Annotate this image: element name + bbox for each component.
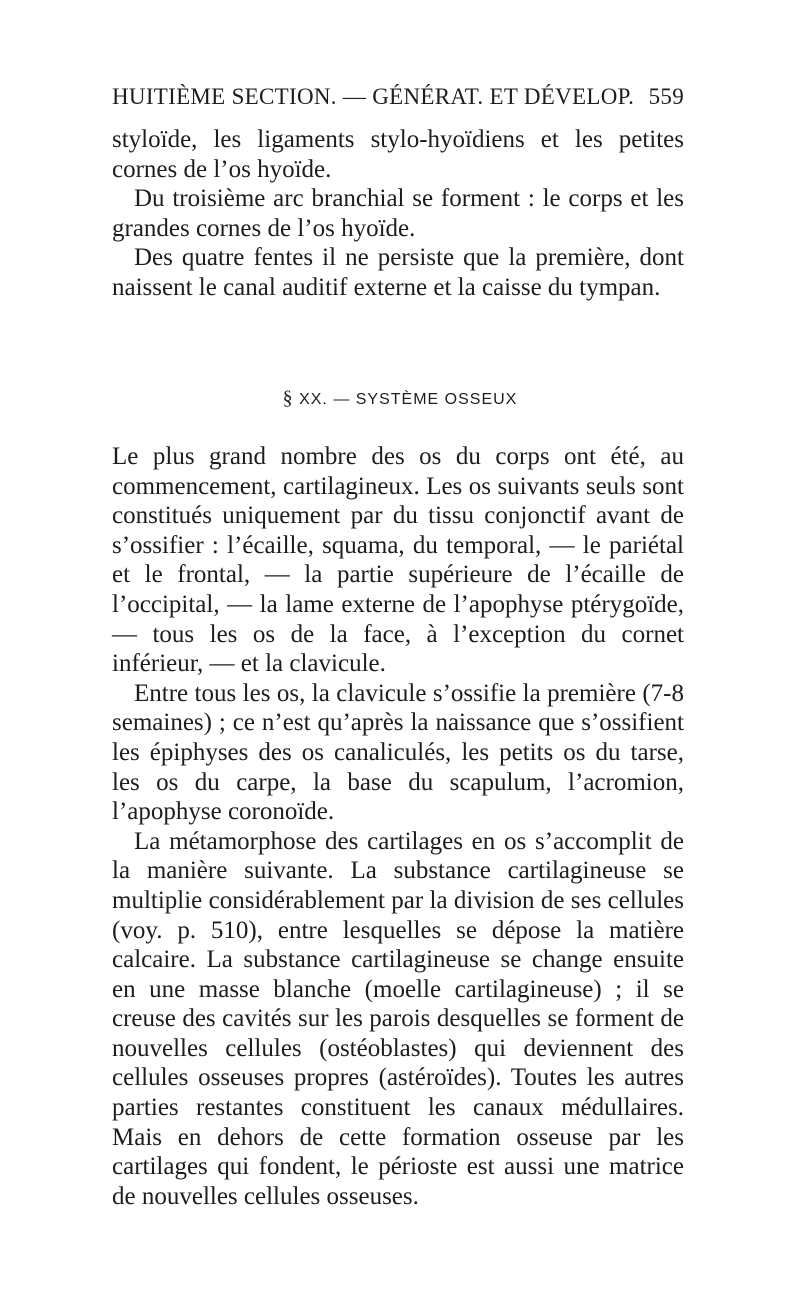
- paragraph: Entre tous les os, la clavicule s’ossifie la première (7-8 semaines) ; ce n’est qu’après la naissance que s’ossifient les épiphyses des os canaliculés, les petits os du tarse, les os du carpe, la base du scapulum, l’acromion, l’apophyse coronoïde.: [112, 679, 684, 826]
- body-text-block: [112, 442, 684, 1211]
- running-head-title: HUITIÈME SECTION. — GÉNÉRAT. ET DÉVELOP.: [112, 84, 635, 109]
- top-text-block: [112, 125, 684, 303]
- section-symbol: §: [282, 387, 294, 409]
- paragraph: La métamorphose des cartilages en os s’accomplit de la manière suivante. La substance cartilagineuse se multiplie considérablement par la division de ses cellules (voy. p. 510), entre lesquelles se dépose la matière calcaire. La substance cartilagineuse se change ensuite en une masse blanche (moelle cartilagineuse) ; il se creuse des cavités sur les parois desquelles se forment de nouvelles cellules (ostéoblastes) qui deviennent des cellules osseuses propres (astéroïdes). Toutes les autres parties restantes constituent les canaux médullaires. Mais en dehors de cette formation osseuse par les cartilages qui fondent, le périoste est aussi une matrice de nouvelles cellules osseuses.: [112, 827, 684, 1210]
- paragraph: styloïde, les ligaments stylo-hyoïdiens et les petites cornes de l’os hyoïde.: [112, 126, 684, 183]
- section-title: XX. — SYSTÈME OSSEUX: [299, 391, 518, 408]
- paragraph: Du troisième arc branchial se forment : le corps et les grandes cornes de l’os hyoïde.: [112, 185, 684, 242]
- page-number: 559: [648, 84, 684, 109]
- paragraph: Des quatre fentes il ne persiste que la première, dont naissent le canal auditif externe et la caisse du tympan.: [112, 244, 684, 301]
- paragraph: Le plus grand nombre des os du corps ont été, au commencement, cartilagineux. Les os suivants seuls sont constitués uniquement par du tissu conjonctif avant de s’ossifier : l’écaille, squama, du temporal, — le pariétal et le frontal, — la partie supérieure de l’écaille de l’occipital, — la lame externe de l’apophyse ptérygoïde, — tous les os de la face, à l’exception du cornet inférieur, — et la clavicule.: [112, 443, 684, 678]
- section-heading: [0, 387, 800, 410]
